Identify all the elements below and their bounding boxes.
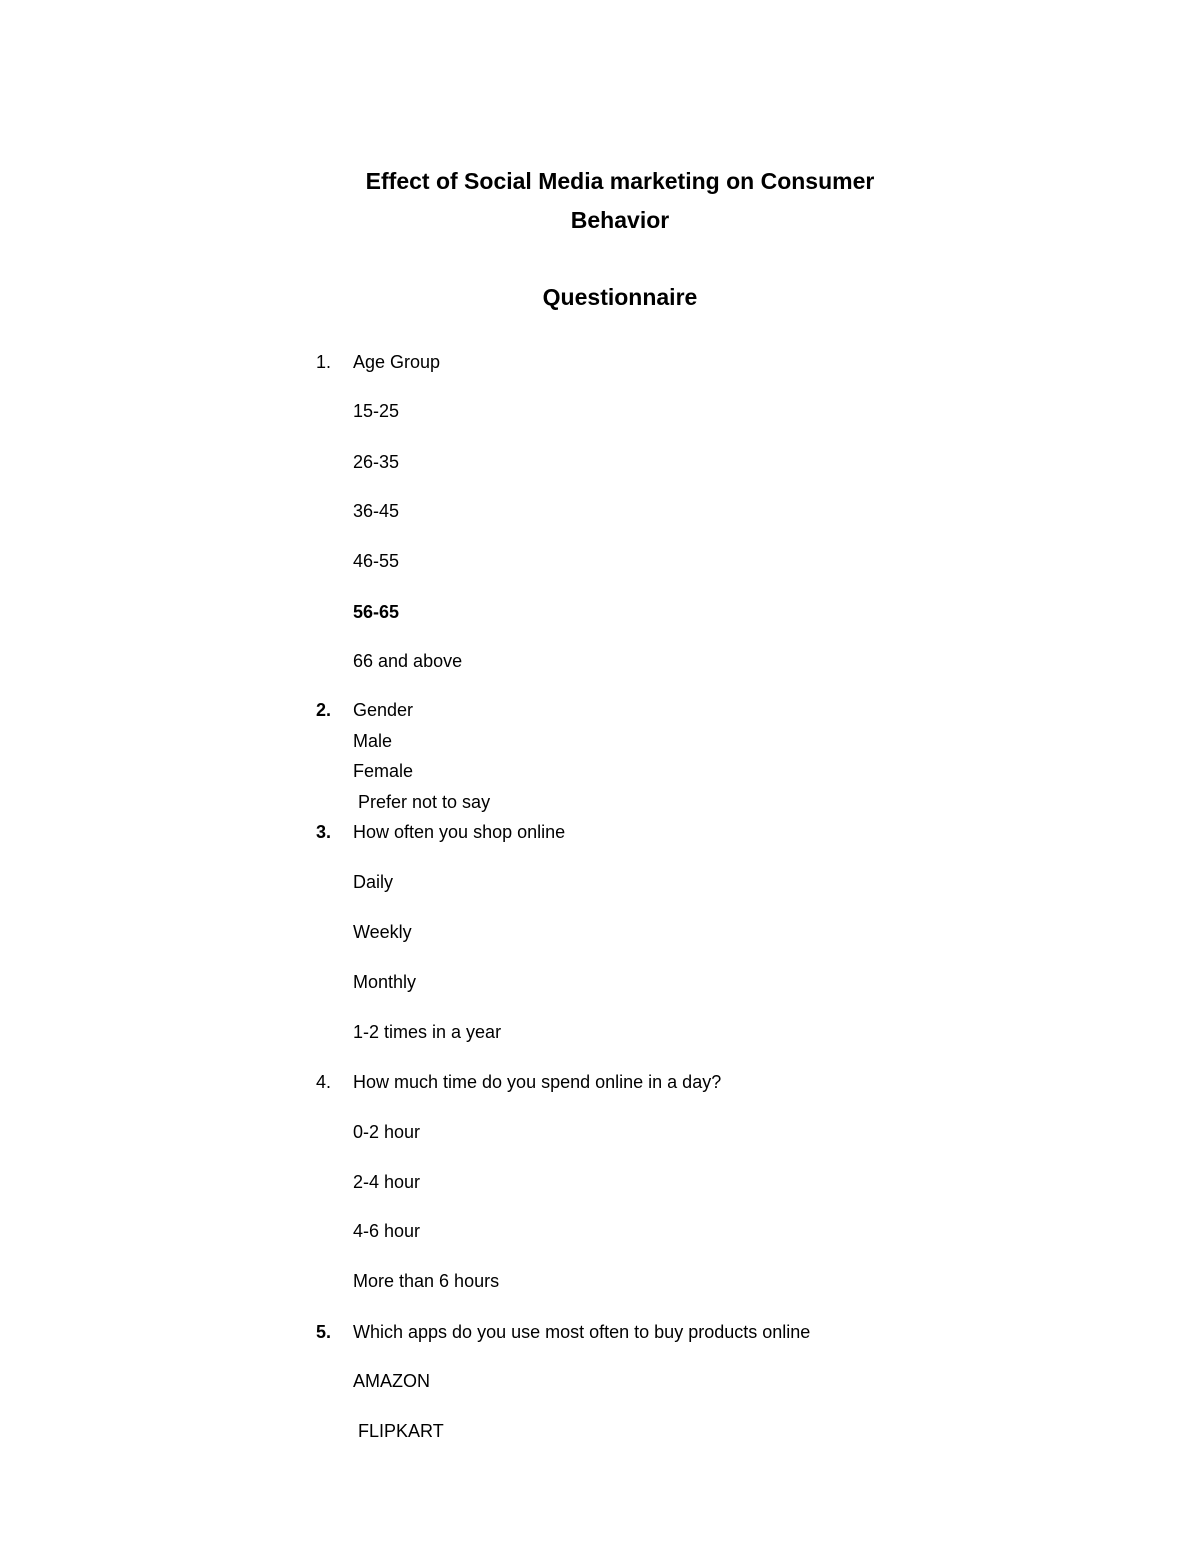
question-2-text: Gender (353, 700, 414, 720)
question-3-option-3: Monthly (353, 972, 417, 992)
document-title-line-2: Behavior (570, 207, 670, 233)
question-1-option-5: 56-65 (353, 602, 400, 622)
question-2-option-2: Female (353, 761, 414, 781)
question-3-number: 3. (316, 822, 332, 842)
question-3-option-4: 1-2 times in a year (353, 1022, 502, 1042)
question-1-option-4: 46-55 (353, 551, 400, 571)
question-1-option-2: 26-35 (353, 452, 400, 472)
question-1-text: Age Group (353, 352, 441, 372)
question-3-option-1: Daily (353, 872, 394, 892)
questionnaire-heading: Questionnaire (542, 284, 698, 310)
question-2-option-1: Male (353, 731, 393, 751)
question-5-number: 5. (316, 1322, 332, 1342)
question-4-option-3: 4-6 hour (353, 1221, 421, 1241)
question-2-number: 2. (316, 700, 332, 720)
question-4-text: How much time do you spend online in a day? (353, 1072, 722, 1092)
question-2-option-3: Prefer not to say (358, 792, 491, 812)
question-5-text: Which apps do you use most often to buy products online (353, 1322, 811, 1342)
question-4-option-4: More than 6 hours (353, 1271, 500, 1291)
question-5-option-2: FLIPKART (358, 1421, 444, 1441)
question-3-text: How often you shop online (353, 822, 566, 842)
question-3-option-2: Weekly (353, 922, 412, 942)
question-1-option-1: 15-25 (353, 401, 400, 421)
question-1-option-3: 36-45 (353, 501, 400, 521)
question-1-option-6: 66 and above (353, 651, 463, 671)
question-4-option-1: 0-2 hour (353, 1122, 421, 1142)
document-title-line-1: Effect of Social Media marketing on Consumer (365, 168, 875, 194)
question-4-option-2: 2-4 hour (353, 1172, 421, 1192)
question-4-number: 4. (316, 1072, 332, 1092)
question-5-option-1: AMAZON (353, 1371, 431, 1391)
question-1-number: 1. (316, 352, 332, 372)
